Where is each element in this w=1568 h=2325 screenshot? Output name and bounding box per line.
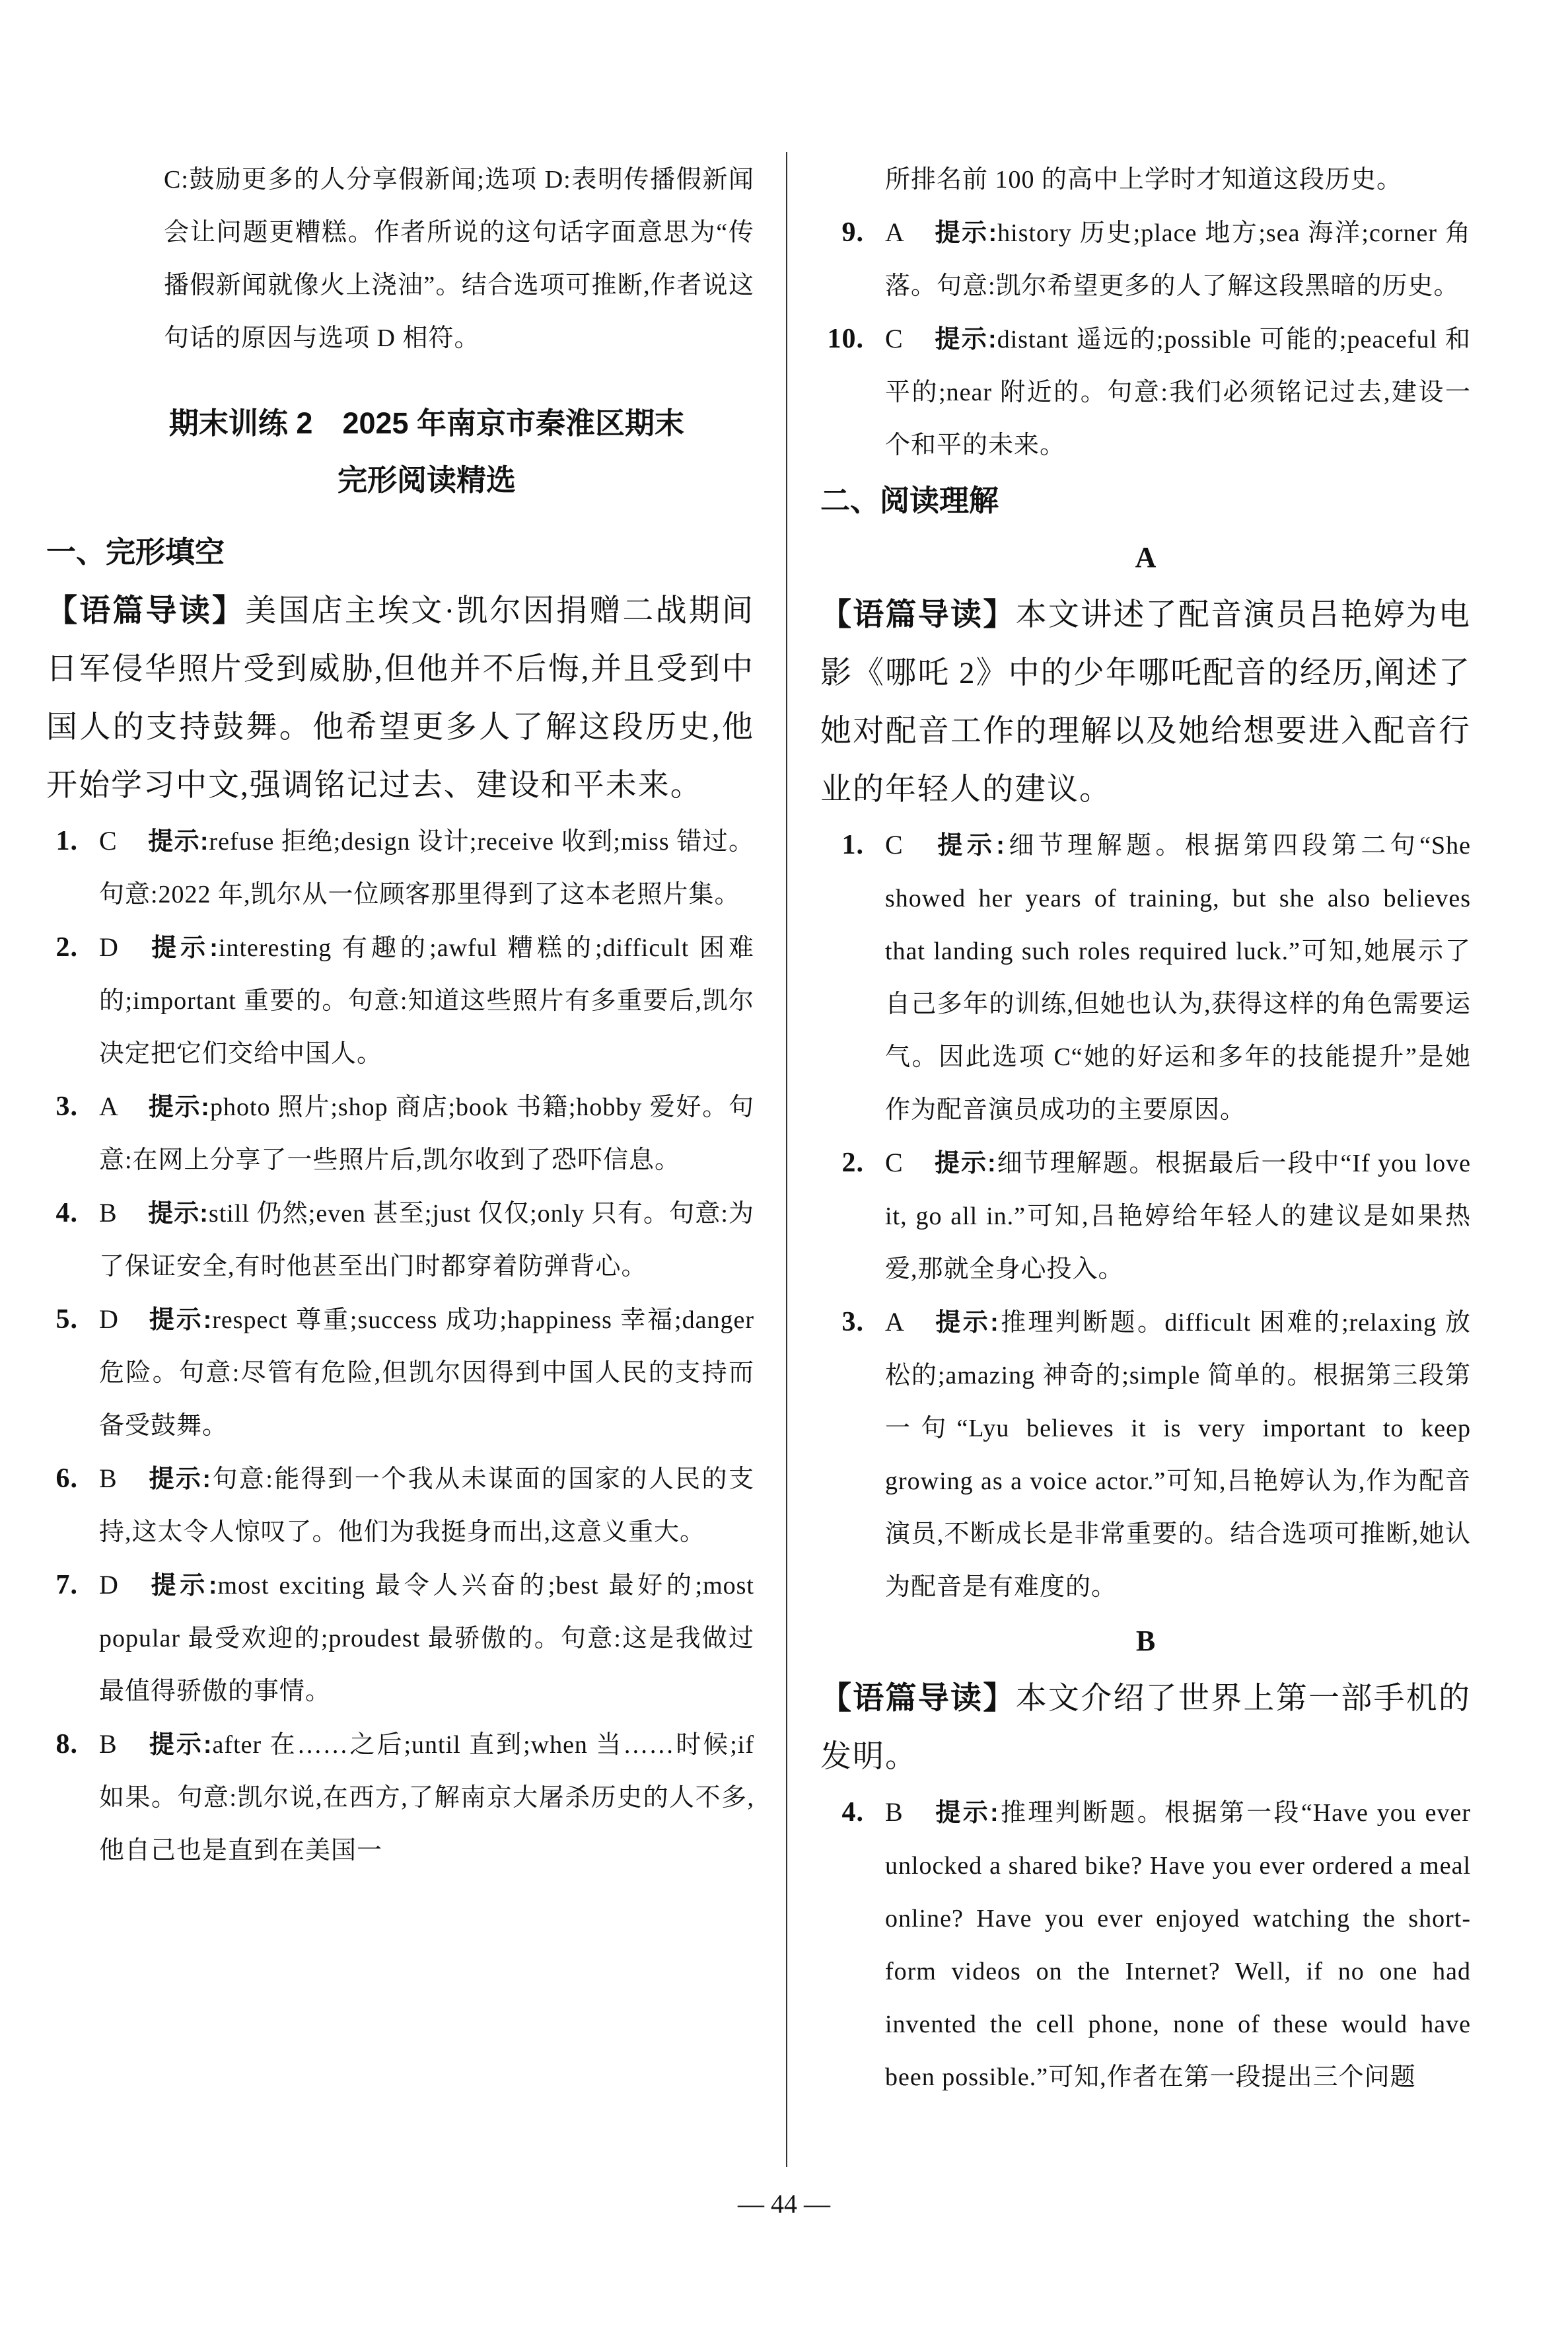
- left-column: [46, 153, 755, 1877]
- answer-item: [34, 1452, 754, 1559]
- heading-reading: 二、阅读理解: [820, 484, 999, 517]
- item-answer: B: [99, 1463, 118, 1493]
- answer-item: [820, 1136, 1471, 1296]
- hint-text: 句意:能得到一个我从未谋面的国家的人民的支持,这太令人惊叹了。他们为我挺身而出,这意义重大。: [99, 1465, 755, 1546]
- item-answer: A: [885, 1307, 905, 1337]
- item-8-continuation: 所排名前 100 的高中上学时才知道这段历史。: [885, 166, 1403, 194]
- item-answer: D: [99, 1304, 119, 1334]
- answer-item: [820, 1296, 1471, 1613]
- hint-text: refuse 拒绝;design 设计;receive 收到;miss 错过。句意:2022 年,凯尔从一位顾客那里得到了这本老照片集。: [99, 828, 754, 908]
- hint-label: 提示:: [148, 1093, 210, 1121]
- answer-item: [820, 206, 1471, 313]
- item-number: 3.: [841, 1307, 864, 1337]
- item-number: 1.: [841, 830, 864, 860]
- hint-label: 提示:: [148, 934, 219, 962]
- item-answer: C: [99, 826, 118, 856]
- item-answer: C: [885, 1148, 904, 1177]
- guide-paragraph-b: [820, 1669, 1471, 1786]
- hint-text: 推理判断题。difficult 困难的;relaxing 放松的;amazing 神奇的;simple 简单的。根据第三段第一句“Lyu believes it is very important to keep growing as a voice actor.”可知,吕艳婷认为,作为配音演员,不断成长是非常重要的。结合选项可推断,她认为配音是有难度的。: [885, 1309, 1472, 1601]
- answer-list: [820, 1786, 1471, 2104]
- item-answer: C: [885, 830, 904, 860]
- item-number: 3.: [55, 1091, 78, 1122]
- item-answer: B: [99, 1198, 118, 1228]
- hint-label: 提示:: [148, 828, 209, 856]
- answer-item: [34, 921, 754, 1080]
- answer-item: [34, 1293, 754, 1452]
- hint-label: 提示:: [934, 1799, 999, 1827]
- item-number: 2.: [55, 932, 78, 963]
- hint-label: 提示:: [934, 1150, 997, 1177]
- page-number: — 44 —: [738, 2189, 830, 2219]
- hint-label: 提示:: [934, 326, 997, 353]
- answer-list: [55, 815, 755, 1877]
- column-divider: [786, 152, 787, 2167]
- hint-label: 提示:: [148, 1465, 212, 1493]
- item-number: 9.: [841, 217, 864, 248]
- item-number: 4.: [55, 1198, 78, 1228]
- guide-label: 【语篇导读】: [820, 597, 1016, 632]
- hint-label: 提示:: [934, 832, 1005, 860]
- section-title-line2: 完形阅读精选: [337, 463, 516, 497]
- hint-label: 提示:: [148, 1572, 218, 1600]
- right-column: [820, 153, 1471, 2104]
- hint-text: photo 照片;shop 商店;book 书籍;hobby 爱好。句意:在网上分享了一些照片后,凯尔收到了恐吓信息。: [99, 1093, 754, 1174]
- section-title-line1: 期末训练 2 2025 年南京市秦淮区期末: [168, 406, 685, 440]
- answer-list: [820, 206, 1471, 472]
- guide-label: 【语篇导读】: [46, 593, 246, 628]
- hint-text: most exciting 最令人兴奋的;best 最好的;most popular 最受欢迎的;proudest 最骄傲的。句意:这是我做过最值得骄傲的事情。: [99, 1572, 754, 1705]
- item-answer: C: [885, 324, 904, 353]
- guide-paragraph-a: [820, 585, 1471, 819]
- item-number: 10.: [827, 324, 864, 354]
- hint-text: history 历史;place 地方;sea 海洋;corner 角落。句意:凯尔希望更多的人了解这段黑暗的历史。: [885, 219, 1472, 300]
- hint-text: 细节理解题。根据最后一段中“If you love it, go all in.”可知,吕艳婷给年轻人的建议是如果热爱,那就全身心投入。: [885, 1150, 1472, 1283]
- hint-text: respect 尊重;success 成功;happiness 幸福;danger 危险。句意:尽管有危险,但凯尔因得到中国人民的支持而备受鼓舞。: [99, 1306, 754, 1440]
- passage-a-label: A: [1135, 541, 1157, 573]
- item-number: 6.: [55, 1463, 78, 1494]
- item-answer: A: [885, 217, 905, 247]
- guide-text: 美国店主埃文·凯尔因捐赠二战期间日军侵华照片受到威胁,但他并不后悔,并且受到中国人的支持鼓舞。他希望更多人了解这段历史,他开始学习中文,强调铭记过去、建设和平未来。: [46, 594, 755, 803]
- hint-label: 提示:: [148, 1731, 213, 1759]
- section-title: [99, 395, 754, 509]
- heading-cloze: 一、完形填空: [46, 535, 225, 569]
- guide-text: 本文讲述了配音演员吕艳婷为电影《哪吒 2》中的少年哪吒配音的经历,阐述了她对配音工作的理解以及她给想要进入配音行业的年轻人的建议。: [820, 598, 1472, 807]
- answer-item: [34, 1718, 754, 1877]
- guide-paragraph: [46, 581, 754, 815]
- answer-item: [34, 1559, 754, 1718]
- item-answer: D: [99, 932, 119, 962]
- item-answer: B: [99, 1729, 118, 1759]
- item-answer: A: [99, 1091, 119, 1121]
- item-number: 5.: [55, 1304, 78, 1335]
- item-number: 7.: [55, 1570, 78, 1600]
- answer-item: [34, 1187, 754, 1293]
- item-number: 1.: [55, 826, 78, 856]
- item-number: 4.: [841, 1797, 864, 1827]
- item-number: 2.: [841, 1148, 864, 1178]
- guide-label: 【语篇导读】: [820, 1680, 1016, 1715]
- hint-text: after 在……之后;until 直到;when 当……时候;if 如果。句意:凯尔说,在西方,了解南京大屠杀历史的人不多,他自己也是直到在美国一: [99, 1731, 755, 1864]
- answer-list: [820, 819, 1471, 1613]
- hint-label: 提示:: [934, 219, 998, 247]
- previous-answer-continuation: C:鼓励更多的人分享假新闻;选项 D:表明传播假新闻会让问题更糟糕。作者所说的这句话字面意思为“传播假新闻就像火上浇油”。结合选项可推断,作者说这句话的原因与选项 D 相符。: [164, 166, 754, 352]
- answer-item: [34, 1080, 754, 1187]
- guide-text: 本文介绍了世界上第一部手机的发明。: [820, 1681, 1472, 1774]
- item-answer: D: [99, 1570, 119, 1600]
- hint-text: 推理判断题。根据第一段“Have you ever unlocked a shared bike? Have you ever ordered a meal online? Have you ever enjoyed watching the short-form videos on the Internet? Well, if no one had invented the cell phone, none of these would have been possible.”可知,作者在第一段提出三个问题: [885, 1799, 1471, 2091]
- hint-text: distant 遥远的;possible 可能的;peaceful 和平的;near 附近的。句意:我们必须铭记过去,建设一个和平的未来。: [885, 326, 1471, 459]
- hint-label: 提示:: [148, 1200, 209, 1228]
- hint-text: 细节理解题。根据第四段第二句“She showed her years of training, but she also believes that landing such roles required luck.”可知,她展示了自己多年的训练,但她也认为,获得这样的角色需要运气。因此选项 C“她的好运和多年的技能提升”是她作为配音演员成功的主要原因。: [885, 832, 1471, 1124]
- item-number: 8.: [55, 1729, 78, 1759]
- item-answer: B: [885, 1797, 904, 1827]
- hint-label: 提示:: [148, 1306, 213, 1334]
- answer-item: [820, 819, 1471, 1136]
- hint-text: interesting 有趣的;awful 糟糕的;difficult 困难的;important 重要的。句意:知道这些照片有多重要后,凯尔决定把它们交给中国人。: [99, 934, 754, 1068]
- answer-item: [820, 1786, 1471, 2104]
- passage-b-label: B: [1135, 1625, 1156, 1657]
- hint-label: 提示:: [934, 1309, 999, 1337]
- hint-text: still 仍然;even 甚至;just 仅仅;only 只有。句意:为了保证安全,有时他甚至出门时都穿着防弹背心。: [99, 1200, 754, 1280]
- answer-item: [34, 815, 754, 921]
- answer-item: [820, 313, 1471, 472]
